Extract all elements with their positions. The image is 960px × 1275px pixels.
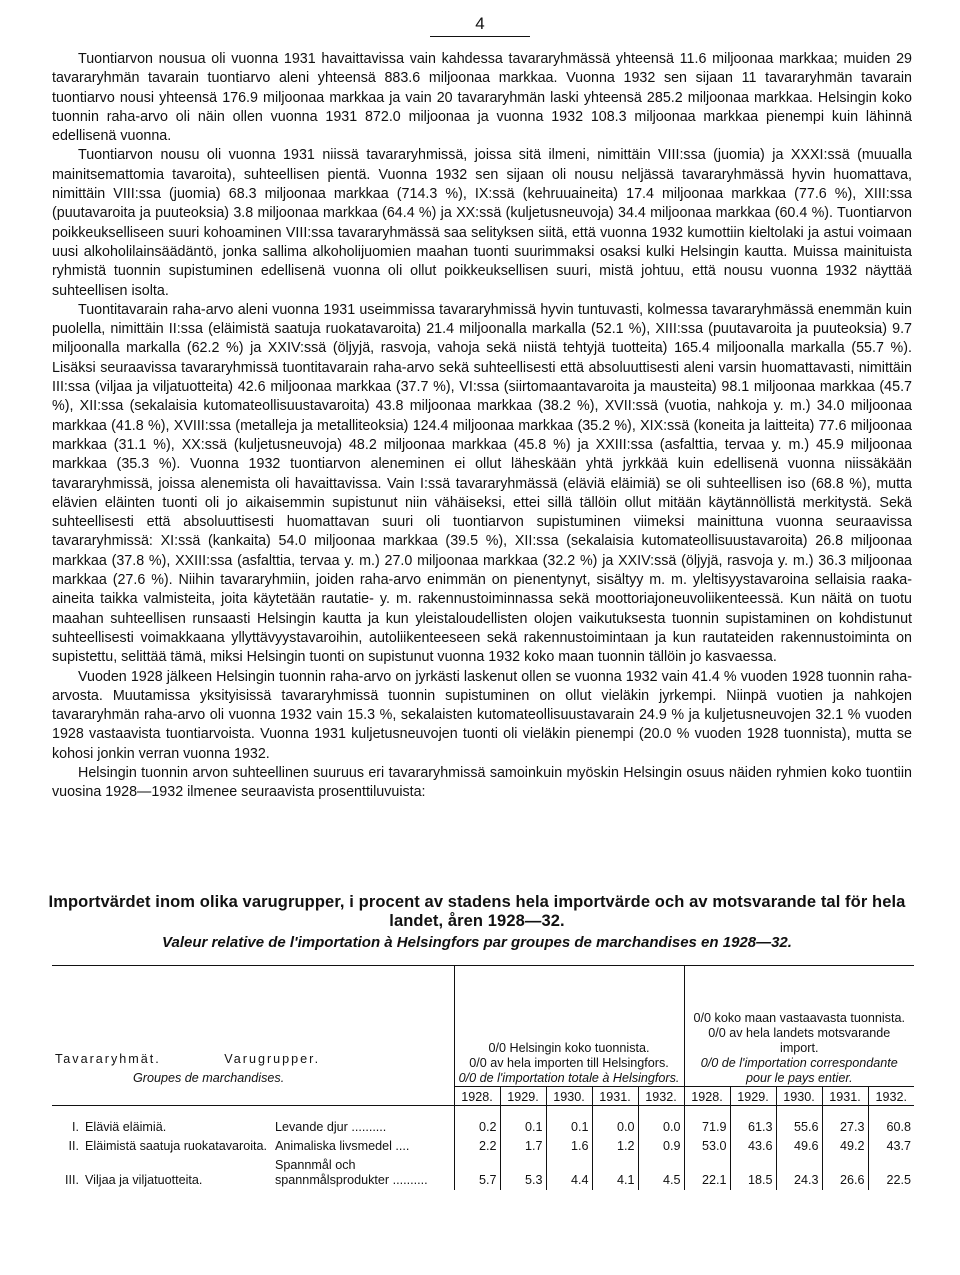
value-cell: 0.1 xyxy=(546,1118,592,1137)
row-swedish-name: Animaliska livsmedel .... xyxy=(275,1138,410,1153)
year-cell: 1928. xyxy=(454,1086,500,1105)
header-helsinki-share xyxy=(454,966,684,1087)
value-cell: 60.8 xyxy=(868,1118,914,1137)
row-swedish-name: Spannmål och spannmålsprodukter .......... xyxy=(275,1157,428,1187)
year-cell: 1931. xyxy=(822,1086,868,1105)
year-row xyxy=(52,1086,914,1105)
import-share-table xyxy=(52,965,914,1190)
year-cell: 1929. xyxy=(500,1086,546,1105)
header-country-share xyxy=(684,966,914,1087)
value-cell: 4.4 xyxy=(546,1156,592,1190)
table-row xyxy=(52,1118,914,1137)
value-cell: 49.6 xyxy=(776,1137,822,1156)
value-cell: 43.7 xyxy=(868,1137,914,1156)
row-roman: III. xyxy=(65,1172,79,1187)
year-cell: 1930. xyxy=(776,1086,822,1105)
year-cell: 1928. xyxy=(684,1086,730,1105)
heading-french: Valeur relative de l'importation à Helsingfors par groupes de marchandises en 1928—32. xyxy=(162,934,792,951)
header-country-fr: 0/0 de l'importation correspondante pour le pays entier. xyxy=(700,1055,898,1085)
heading-swedish: Importvärdet inom olika varugrupper, i procent av stadens hela importvärde och av motsvarande tal för hela landet, åren 1928—32. xyxy=(48,893,906,930)
row-roman: I. xyxy=(72,1119,79,1134)
year-cell: 1932. xyxy=(868,1086,914,1105)
paragraph-2: Tuontiarvon nousu oli vuonna 1931 niissä tavararyhmissä, joissa sitä ilmeni, nimittäin VIII:ssa (juomia) ja XXXI:ssä (muualla mainitsemattomia tavaroita), suhteellisen pientä. Vuonna 1932 sen sijaan oli nousu neljässä tavararyhmässä hyvin huomattava, nimittäin VIII:ssa (juomia) 68.3 miljoonaa markkaa (714.3 %), IX:ssä (kehruuaineita) 17.4 miljoonaa markkaa (77.6 %), XIII:ssa (puutavaroita ja puuteoksia) 3.8 miljoonaa markkaa (64.4 %) ja XX:ssä (kuljetusneuvoja) 34.4 miljoonaa markkaa (60.4 %). Tuontiarvon poikkeukselliseen suuri kohoaminen VIII:ssa tavararyhmässä saa selityksen siitä, että vuonna 1932 kumottiin kieltolaki ja astui voimaan uusi alkoholilainsäädäntö, jonka sallima alkoholijuomien maahan tuonti suurimmaksi osaksi kulki Helsingin kautta. Muissa mainituista ryhmistä tuonnin supistuminen edellisenä vuonna oli ollut poikkeuksellisen suuri, mistä johtuu, että nousu vuonna 1932 näyttää suhteellisen isolta. xyxy=(52,147,912,299)
page-number: 4 xyxy=(475,14,485,33)
value-cell: 71.9 xyxy=(684,1118,730,1137)
row-swedish-name: Levande djur .......... xyxy=(275,1119,387,1134)
value-cell: 5.3 xyxy=(500,1156,546,1190)
value-cell: 0.2 xyxy=(454,1118,500,1137)
value-cell: 0.0 xyxy=(638,1118,684,1137)
value-cell: 4.5 xyxy=(638,1156,684,1190)
value-cell: 27.3 xyxy=(822,1118,868,1137)
header-helsinki-fi: 0/0 Helsingin koko tuonnista. xyxy=(488,1040,650,1055)
table-header-row xyxy=(52,966,914,1087)
value-cell: 4.1 xyxy=(592,1156,638,1190)
year-cell: 1932. xyxy=(638,1086,684,1105)
header-tavararyhmat: Tavararyhmät. xyxy=(55,1052,161,1066)
value-cell: 26.6 xyxy=(822,1156,868,1190)
spacer-row xyxy=(52,1105,914,1118)
year-row-blank xyxy=(52,1086,454,1105)
value-cell: 49.2 xyxy=(822,1137,868,1156)
header-helsinki-fr: 0/0 de l'importation totale à Helsingfors. xyxy=(458,1070,680,1085)
value-cell: 43.6 xyxy=(730,1137,776,1156)
header-group-labels xyxy=(52,966,454,1087)
value-cell: 61.3 xyxy=(730,1118,776,1137)
header-varugrupper: Varugrupper. xyxy=(224,1052,321,1066)
header-groupes: Groupes de marchandises. xyxy=(133,1071,285,1085)
value-cell: 53.0 xyxy=(684,1137,730,1156)
header-country-fi: 0/0 koko maan vastaavasta tuonnista. xyxy=(693,1010,905,1025)
table-heading xyxy=(22,893,932,952)
value-cell: 0.9 xyxy=(638,1137,684,1156)
value-cell: 1.7 xyxy=(500,1137,546,1156)
table-row xyxy=(52,1156,914,1190)
row-finnish-name: Viljaa ja viljatuotteita. xyxy=(85,1172,203,1187)
row-finnish-name: Eläimistä saatuja ruokatavaroita. xyxy=(85,1138,268,1153)
value-cell: 22.5 xyxy=(868,1156,914,1190)
value-cell: 18.5 xyxy=(730,1156,776,1190)
year-cell: 1931. xyxy=(592,1086,638,1105)
paragraph-1: Tuontiarvon nousua oli vuonna 1931 havaittavissa vain kahdessa tavararyhmässä yhteensä 11.6 miljoonaa markkaa; muiden 29 tavararyhmän tavarain tuontiarvo aleni yhteensä 883.6 miljoonaa markkaa. Vuonna 1932 sen sijaan 11 tavararyhmän tavarain tuontiarvo nousi yhteensä 176.9 miljoonaa markkaa ja vain 20 tavararyhmän laski yhteensä 285.2 miljoonaa markkaa. Helsingin koko tuonnin raha-arvo oli näin ollen vuonna 1931 872.0 miljoonaa ja vuonna 1932 108.3 miljoonaa markkaa pienempi kuin lähinnä edellisenä vuonna. xyxy=(52,51,912,145)
paragraph-4: Vuoden 1928 jälkeen Helsingin tuonnin raha-arvo on jyrkästi laskenut ollen se vuonna 1932 vain 41.4 % vuoden 1928 tuonnin raha-arvosta. Muutamissa yksityisissä tavararyhmissä tuonnin supistuminen on ollut vieläkin jyrkempi. Niinpä vuotien ja nahkojen tavararyhmän raha-arvo oli vuonna 1932 vain 15.3 %, sekalaisten kutomateollisuustavarain 24.9 % ja kuljetusneuvojen 32.1 % vuoden 1928 vastaavista tuontiarvoista. Vuonna 1931 kuljetusneuvojen tuonti oli vieläkin pienempi (20.0 % vuoden 1928 tuonnista), mutta se kohosi jonkin verran vuonna 1932. xyxy=(52,668,912,762)
value-cell: 1.6 xyxy=(546,1137,592,1156)
value-cell: 22.1 xyxy=(684,1156,730,1190)
value-cell: 1.2 xyxy=(592,1137,638,1156)
year-cell: 1929. xyxy=(730,1086,776,1105)
paragraph-3: Tuontitavarain raha-arvo aleni vuonna 1931 useimmissa tavararyhmissä hyvin tuntuvasti, kolmessa tavararyhmässä enemmän kuin puolella, nimittäin II:ssa (eläimistä saatuja ruokatavaroita) 21.4 miljoonalla markalla (52.1 %), XIII:ssa (puutavaroita ja puuteoksia) 9.7 miljoonalla markalla (62.2 %) ja XXIV:ssä (öljyjä, rasvoja, vahoja sekä niistä tehtyjä tuotteita) 165.4 miljoonalla markalla (55.7 %). Lisäksi seuraavissa tavararyhmissä tuontitavarain raha-arvo sekä suhteellisesti että absoluuttisesti aleni varsin huomattavasti, nimittäin III:ssa (viljaa ja viljatuotteita) 42.6 miljoonaa markkaa (37.7 %), VI:ssa (siirtomaantavaroita ja mausteita) 98.1 miljoonaa markkaa (45.7 %), XII:ssa (sekalaisia kutomateollisuustavaroita) 43.8 miljoonaa markkaa (38.2 %), XVII:ssä (vuotia, nahkoja y. m.) 34.0 miljoonaa markkaa (41.8 %), XVIII:ssa (metalleja ja metalliteoksia) 124.4 miljoonaa markkaa (35.2 %), XIX:ssä (koneita ja laitteita) 77.6 miljoonaa markkaa (31.1 %), XX:ssä (kuljetusneuvoja) 48.2 miljoonaa markkaa (45.8 %) ja XXIII:ssa (asfalttia, tervaa y. m.) 45.9 miljoonaa markkaa (35.3 %). Vuonna 1932 tuontiarvon aleneminen ei ollut läheskään yhtä jyrkkää kuin edellisenä vuonna niissäkään tavararyhmissä, joissa alenemista oli havaittavissa. Vain I:ssä tavararyhmässä (eläviä eläimiä) se oli suhteellisen iso (68.8 %), mutta elävien eläinten tuonti oli jo aikaisemmin supistunut niin vähäiseksi, ettei sillä tällöin ollut mitään käytännöllistä merkitystä. Sekä suhteellisesti että absoluuttisesti huomattavan suuri oli tuontiarvon supistuminen viimeksi mainittuna vuonna seuraavissa tavararyhmissä: XI:ssä (kankaita) 54.0 miljoonaa markkaa (39.5 %), XII:ssa (sekalaisia kutomateollisuustavaroita) 26.8 miljoonaa markkaa (37.8 %), XXIII:ssa (asfalttia, tervaa y. m.) 27.0 miljoonaa markkaa (32.2 %) ja XXIV:ssä (öljyjä, rasvoja y. m.) 36.3 miljoonaa markkaa (27.6 %). Niihin tavararyhmiin, joiden raha-arvo enimmän on pienentynyt, sisältyy m. m. yleltisyystavaroina sellaisia raaka-aineita taikka valmisteita, joita käytetään rautatie- y. m. rakennustoiminnassa sekä moottoriajoneuvoliikenteessä. Kun näitä on tuotu maahan suhteellisen runsaasti Helsingin kautta ja kun yleistaloudellisten olojen vaikutuksesta tuonnin supistaminen on kohdistunut suhteellisesti voimakkaana yllyttävyystavaroihin, autoliikenteeseen sekä rakennustoimintaan ja kun rautateiden rakennustoiminta on supistettu, selittää tämä, miksi Helsingin tuonti on supistunut vuonna 1932 koko maan tuonnin tällöin jo kasvaessa. xyxy=(52,301,912,666)
paragraph-5: Helsingin tuonnin arvon suhteellinen suuruus eri tavararyhmissä samoinkuin myöskin Helsingin osuus näiden ryhmien koko tuontiin vuosina 1928—1932 ilmenee seuraavista prosenttiluvuista: xyxy=(52,764,912,801)
header-helsinki-sv: 0/0 av hela importen till Helsingfors. xyxy=(469,1055,669,1070)
value-cell: 0.0 xyxy=(592,1118,638,1137)
row-roman: II. xyxy=(68,1138,79,1153)
page-number-rule xyxy=(430,36,530,37)
value-cell: 55.6 xyxy=(776,1118,822,1137)
value-cell: 2.2 xyxy=(454,1137,500,1156)
table-row xyxy=(52,1137,914,1156)
body-text xyxy=(52,50,912,803)
row-finnish-name: Eläviä eläimiä. xyxy=(85,1119,167,1134)
header-country-sv: 0/0 av hela landets motsvarande import. xyxy=(708,1025,891,1055)
value-cell: 24.3 xyxy=(776,1156,822,1190)
year-cell: 1930. xyxy=(546,1086,592,1105)
value-cell: 0.1 xyxy=(500,1118,546,1137)
value-cell: 5.7 xyxy=(454,1156,500,1190)
